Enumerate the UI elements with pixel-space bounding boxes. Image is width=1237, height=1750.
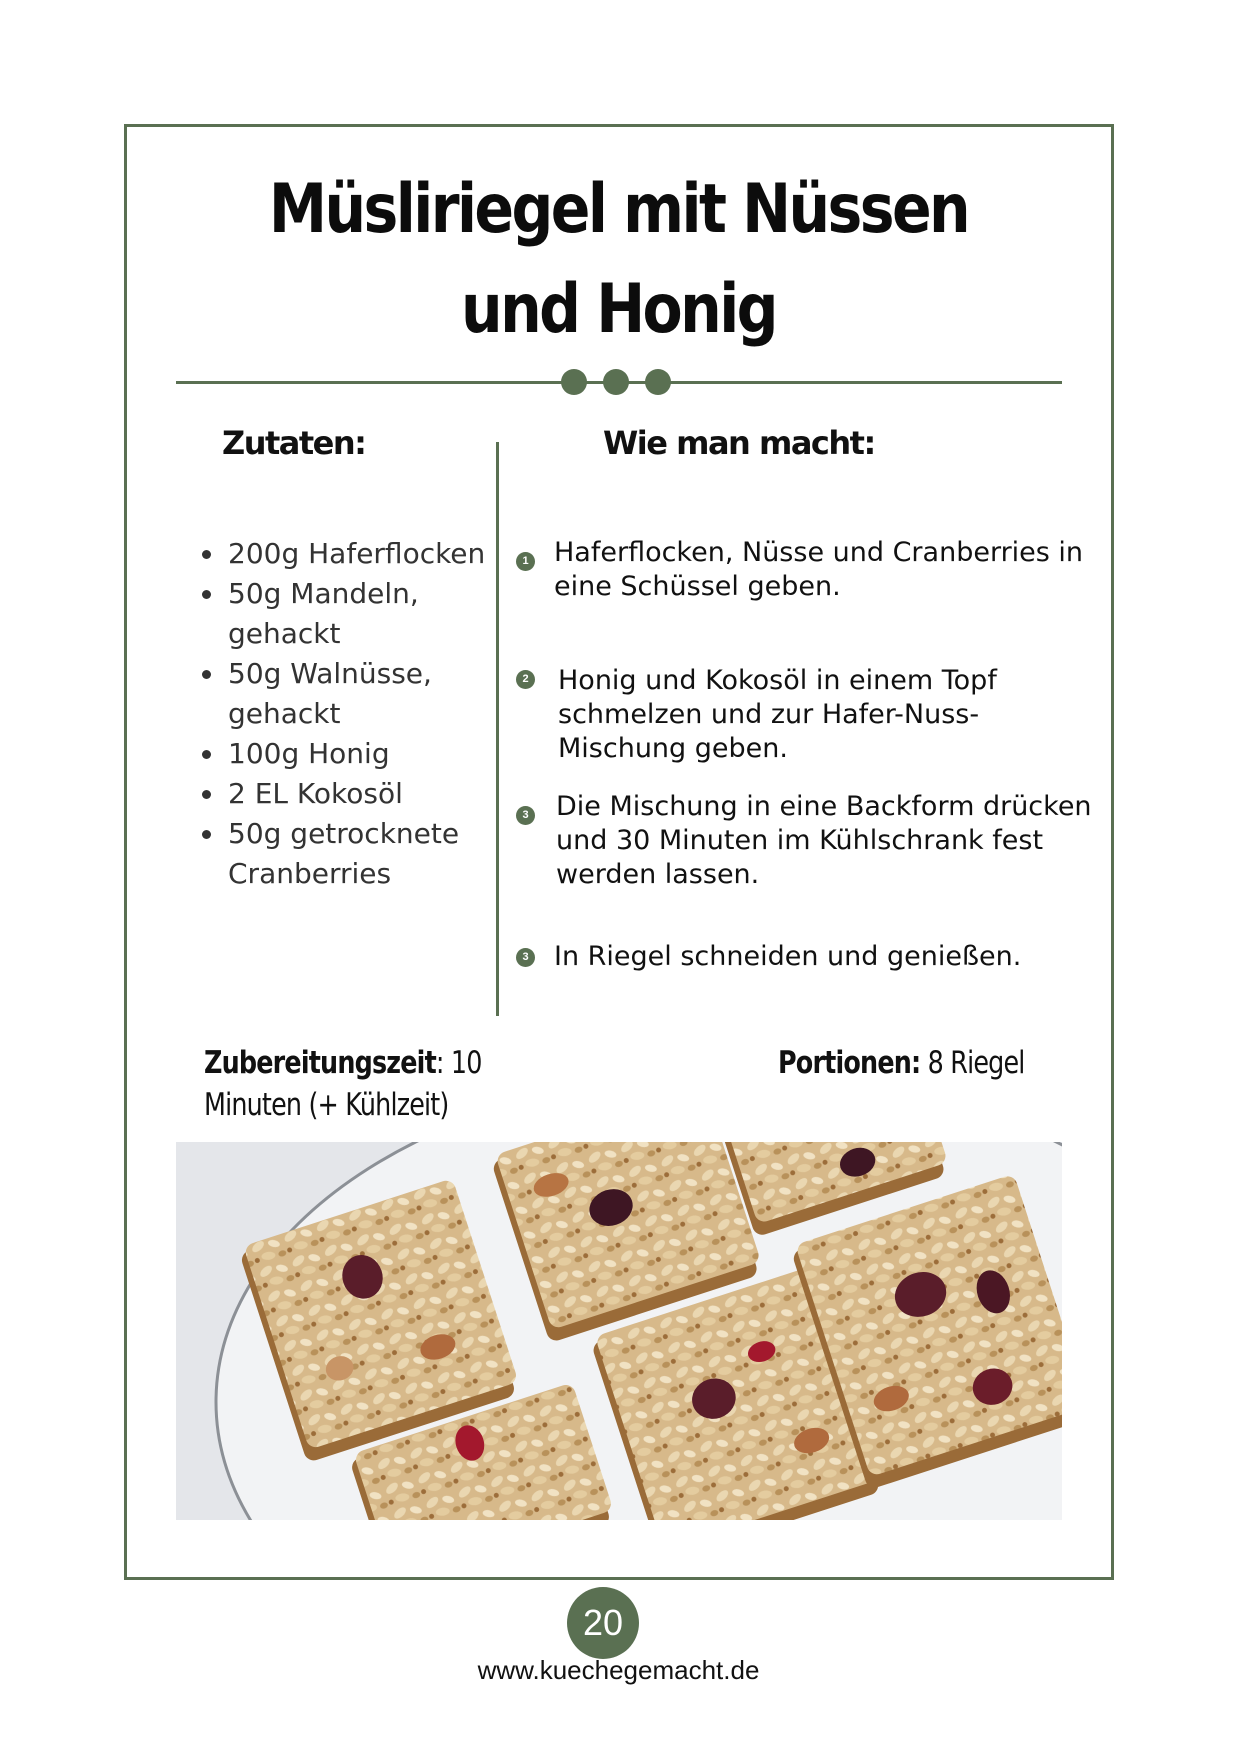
prep-time-label: Zubereitungszeit bbox=[204, 1045, 436, 1081]
divider-dot-center bbox=[603, 369, 629, 395]
ingredients-list bbox=[196, 534, 516, 894]
step-number-badge: 3 bbox=[516, 806, 535, 825]
ingredients-heading: Zutaten: bbox=[222, 424, 366, 462]
servings bbox=[778, 1042, 1073, 1084]
website-url[interactable]: www.kuechegemacht.de bbox=[477, 1655, 760, 1685]
servings-value: 8 Riegel bbox=[920, 1045, 1025, 1081]
prep-time bbox=[204, 1042, 581, 1126]
list-item: • 50g Walnüsse, gehackt bbox=[226, 654, 516, 734]
page-number-badge: 20 bbox=[567, 1587, 639, 1659]
list-item: • 50g getrocknete Cranberries bbox=[226, 814, 516, 894]
step-text: Haferflocken, Nüsse und Cranberries in eine Schüssel geben. bbox=[554, 537, 1084, 602]
recipe-title bbox=[259, 160, 979, 360]
list-item: • 2 EL Kokosöl bbox=[226, 774, 516, 814]
title-line-2: und Honig bbox=[461, 270, 776, 349]
photo-illustration bbox=[176, 1142, 1062, 1520]
list-item: • 100g Honig bbox=[226, 734, 516, 774]
step-number-badge: 1 bbox=[516, 552, 535, 571]
step-text: Honig und Kokosöl in einem Topf schmelzen und zur Hafer-Nuss-Mischung geben. bbox=[558, 665, 997, 764]
step-number-badge: 3 bbox=[516, 948, 535, 967]
step-number-badge: 2 bbox=[516, 670, 535, 689]
divider-dot-left bbox=[561, 369, 587, 395]
servings-label: Portionen: bbox=[778, 1045, 921, 1081]
title-line-1: Müsliriegel mit Nüssen bbox=[268, 170, 969, 249]
granola-bars-photo bbox=[176, 1142, 1062, 1520]
divider-dot-right bbox=[645, 369, 671, 395]
steps-heading: Wie man macht: bbox=[603, 424, 875, 462]
prep-time-value: : 10 Minuten (+ Kühlzeit) bbox=[204, 1045, 482, 1123]
list-item: • 200g Haferflocken bbox=[226, 534, 516, 574]
step-text: In Riegel schneiden und genießen. bbox=[554, 941, 1022, 972]
step-text: Die Mischung in eine Backform drücken und 30 Minuten im Kühlschrank fest werden lassen. bbox=[556, 791, 1092, 890]
list-item: • 50g Mandeln, gehackt bbox=[226, 574, 516, 654]
